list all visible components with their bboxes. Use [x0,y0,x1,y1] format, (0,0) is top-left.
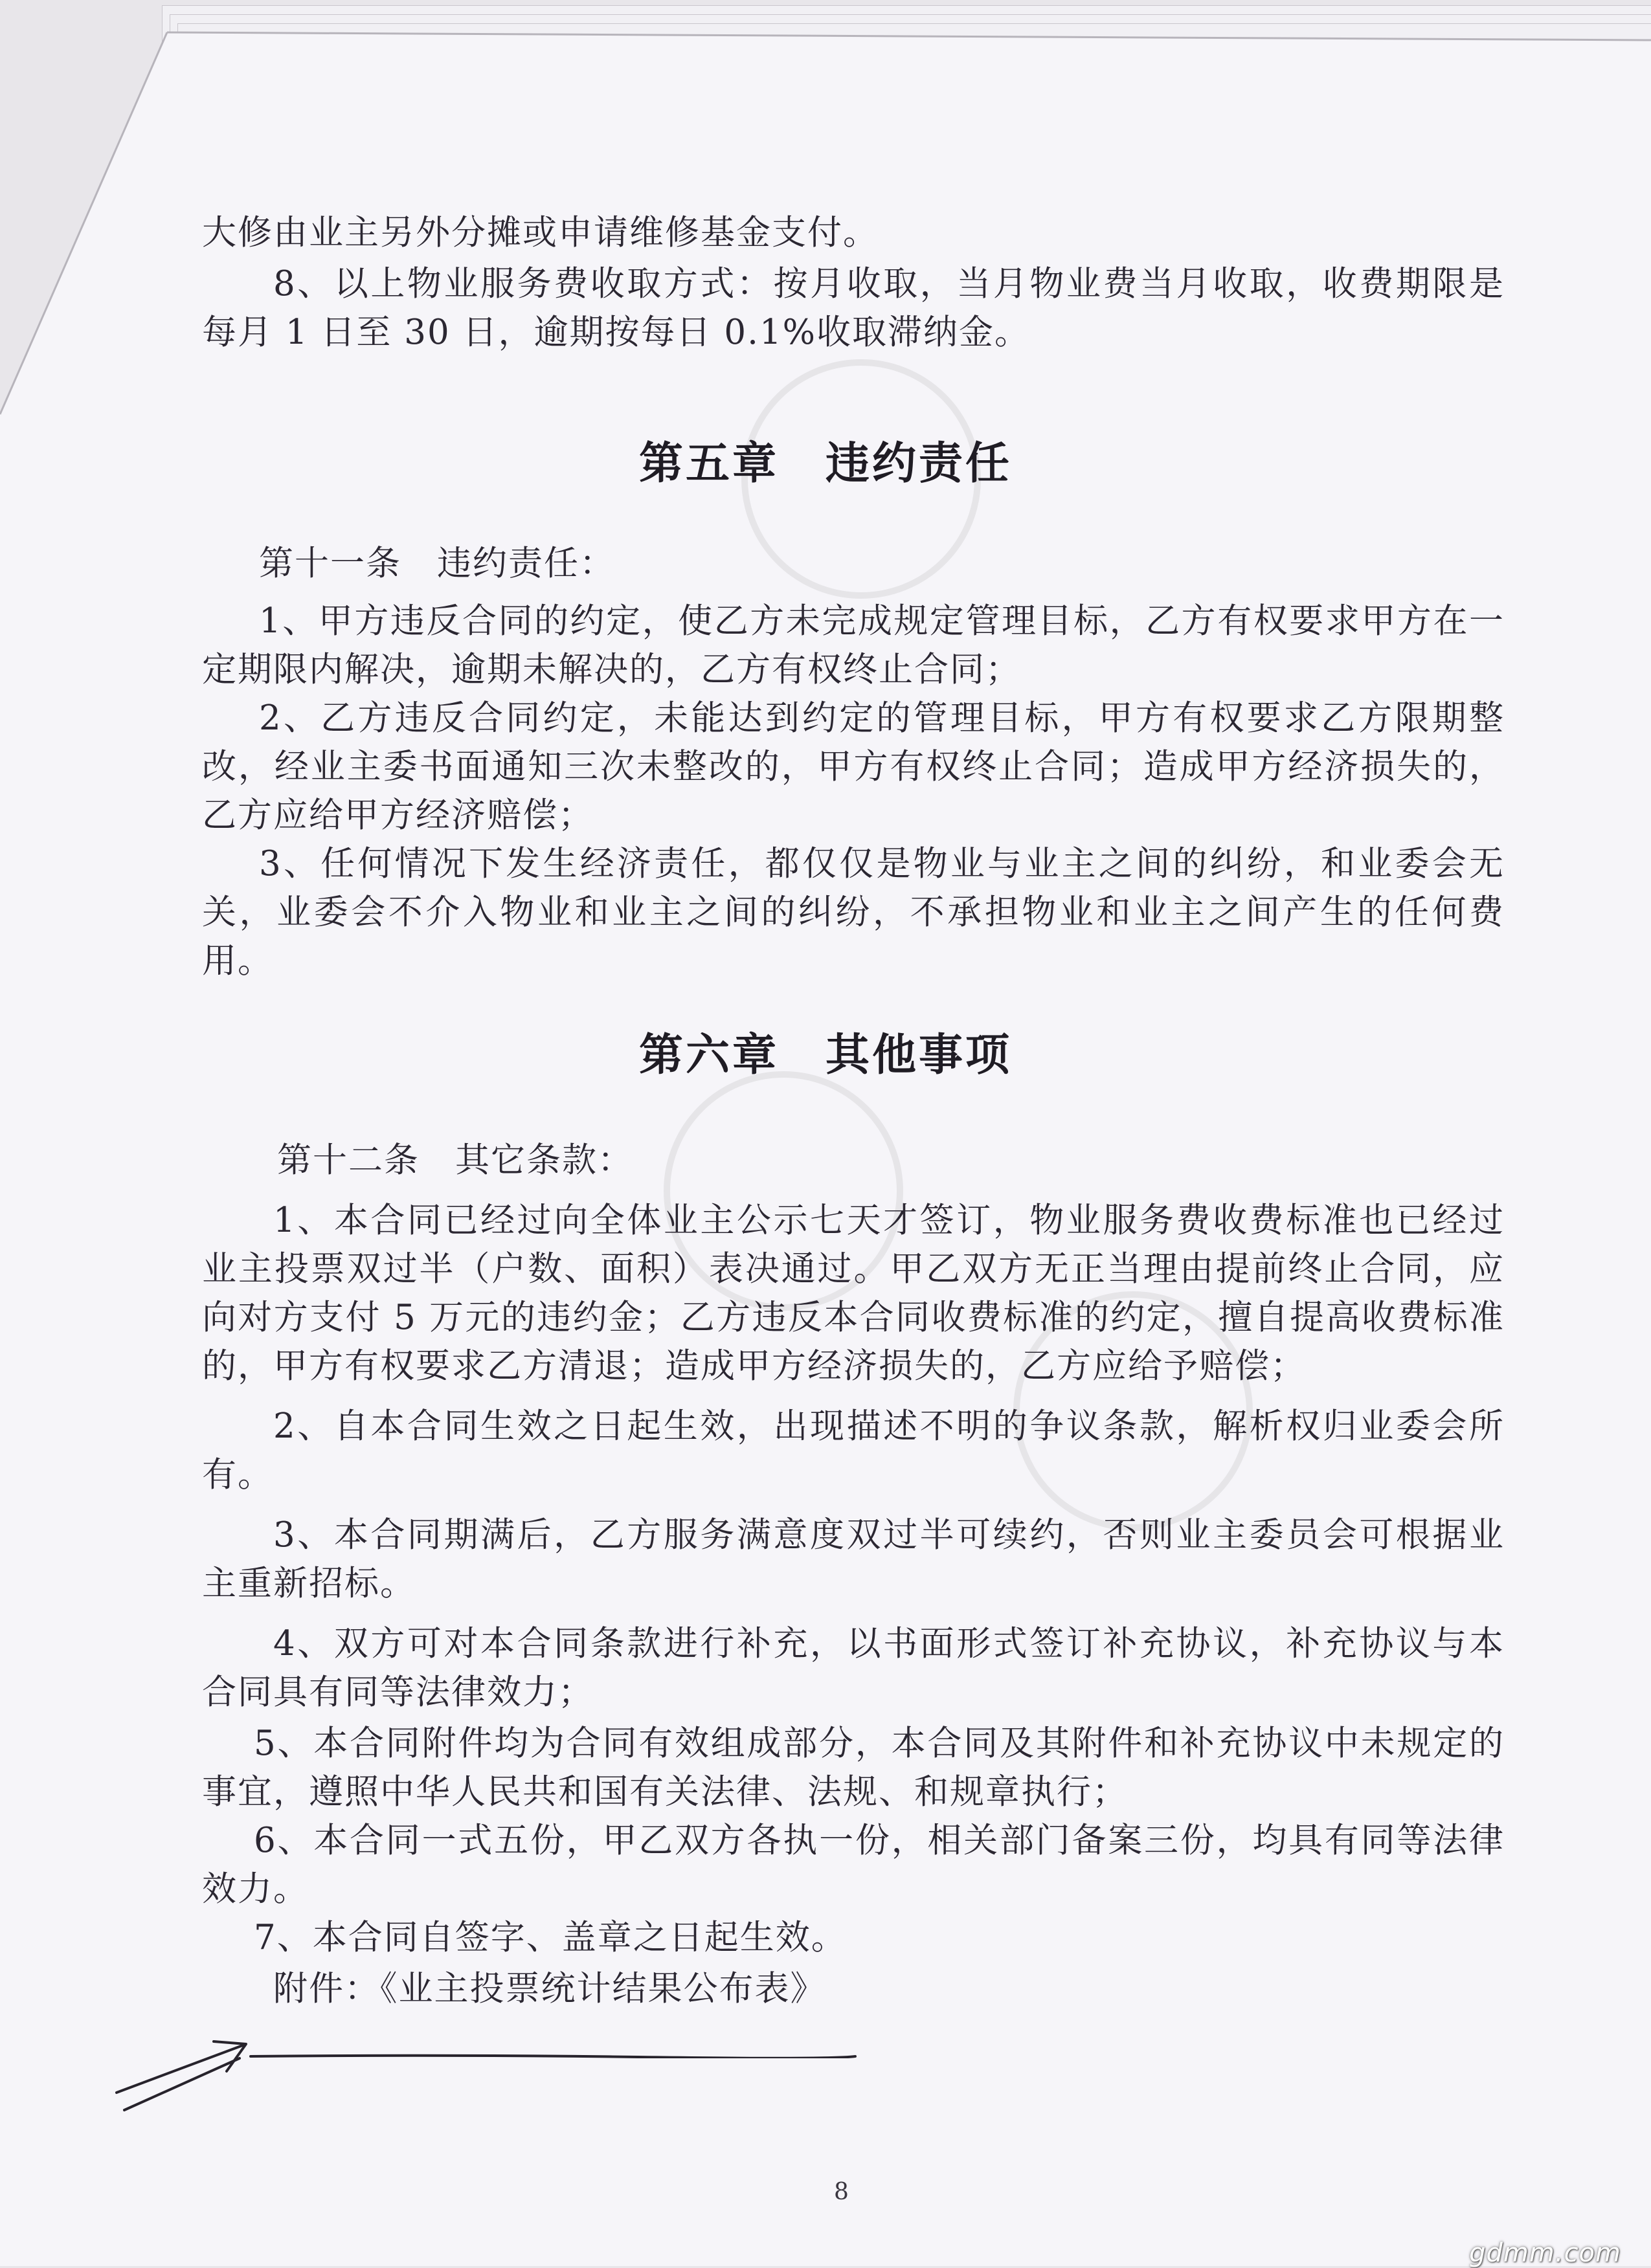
clause: 6、本合同一式五份，甲乙双方各执一份，相关部门备案三份，均具有同等法律效力。 [202,1821,1505,1909]
article-11-title: 第十一条 违约责任： [259,544,615,583]
clause: 5、本合同附件均为合同有效组成部分，本合同及其附件和补充协议中未规定的事宜，遵照中华人民共和国有关法律、法规、和规章执行； [202,1724,1505,1812]
clause-effective-date: 7、本合同自签字、盖章之日起生效。 [254,1918,847,1957]
paragraph-fee-collection: 8、以上物业服务费收取方式：按月收取，当月物业费当月收取，收费期限是每月 1 日至 30 日，逾期按每日 0.1%收取滞纳金。 [202,264,1505,352]
chapter-6-title: 第六章 其他事项 [638,1030,1012,1081]
paragraph-continuation: 大修由业主另外分摊或申请维修基金支付。 [202,213,879,252]
site-watermark: gdmm.com [1469,2238,1621,2268]
chapter-6-clauses [202,1196,1505,2013]
handwritten-underline [249,2053,858,2058]
clause: 1、本合同已经过向全体业主公示七天才签订，物业服务费收费标准也已经过业主投票双过半（户数、面积）表决通过。甲乙双方无正当理由提前终止合同，应向对方支付 5 万元的违约金；乙方违反本合同收费标准的约定，擅自提高收费标准的，甲方有权要求乙方清退；造成甲方经济损失的，乙方应给予赔偿； [202,1201,1505,1386]
clause: 1、甲方违反合同的约定，使乙方未完成规定管理目标，乙方有权要求甲方在一定期限内解决，逾期未解决的，乙方有权终止合同； [202,601,1505,689]
clause: 3、任何情况下发生经济责任，都仅仅是物业与业主之间的纠纷，和业委会无关，业委会不介入物业和业主之间的纠纷，不承担物业和业主之间产生的任何费用。 [202,844,1505,981]
clause: 3、本合同期满后，乙方服务满意度双过半可续约，否则业主委员会可根据业主重新招标。 [202,1515,1505,1603]
article-12-title: 第十二条 其它条款： [277,1140,633,1180]
clause: 4、双方可对本合同条款进行补充，以书面形式签订补充协议，补充协议与本合同具有同等法律效力； [202,1624,1505,1712]
attachment-line: 附件：《业主投票统计结果公布表》 [273,1969,826,2008]
chapter-5-title: 第五章 违约责任 [638,438,1012,489]
chapter-5-clauses [202,597,1505,985]
handwritten-arrow-icon [110,2031,259,2115]
clause: 2、乙方违反合同约定，未能达到约定的管理目标，甲方有权要求乙方限期整改，经业主委书面通知三次未整改的，甲方有权终止合同；造成甲方经济损失的，乙方应给甲方经济赔偿； [202,698,1505,835]
page-number: 8 [834,2179,849,2205]
opening-paragraphs [202,208,1505,357]
clause: 2、自本合同生效之日起生效，出现描述不明的争议条款，解析权归业委会所有。 [202,1406,1505,1495]
